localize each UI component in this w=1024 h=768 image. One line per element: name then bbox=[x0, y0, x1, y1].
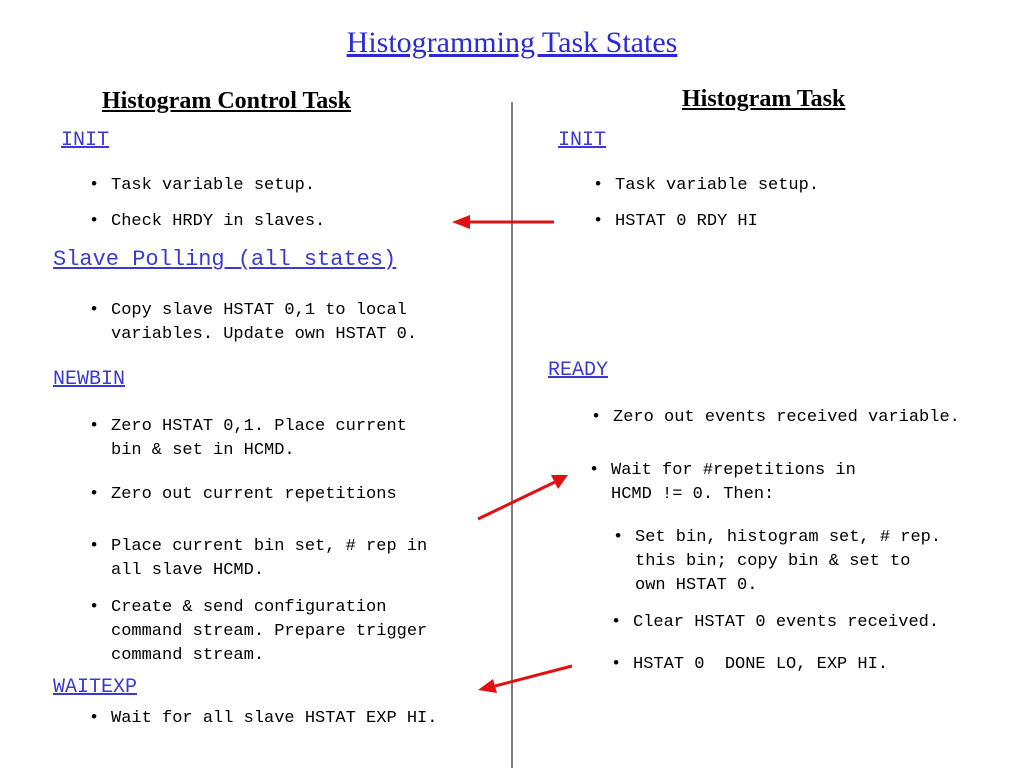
bullet-dot: • bbox=[89, 212, 100, 231]
bullet-dot: • bbox=[89, 537, 100, 556]
bullet-dot: • bbox=[89, 709, 100, 728]
bullet-dot: • bbox=[89, 598, 100, 617]
sub-bullet-right-ready-1: • Set bin, histogram set, # rep. this bin; copy bin & set to own HSTAT 0. bbox=[613, 528, 942, 595]
bullet-dot: • bbox=[89, 417, 100, 436]
bullet-dot: • bbox=[89, 301, 100, 320]
bullet-left-init-1: • Task variable setup. bbox=[111, 174, 315, 198]
sub-bullet-right-ready-3: • HSTAT 0 DONE LO, EXP HI. bbox=[633, 653, 888, 677]
state-label-slave-polling: Slave Polling (all states) bbox=[53, 247, 397, 272]
bullet-left-newbin-4: • Create & send configuration command stream. Prepare trigger command stream. bbox=[89, 598, 428, 665]
bullet-left-waitexp-1: • Wait for all slave HSTAT EXP HI. bbox=[111, 707, 437, 731]
page-title: Histogramming Task States bbox=[346, 26, 678, 59]
bullet-left-newbin-2: • Zero out current repetitions bbox=[111, 483, 397, 507]
state-label-newbin: NEWBIN bbox=[53, 368, 126, 391]
bullet-dot: • bbox=[611, 613, 622, 632]
bullet-left-init-2: • Check HRDY in slaves. bbox=[111, 210, 325, 234]
bullet-dot: • bbox=[593, 212, 604, 231]
bullet-dot: • bbox=[589, 461, 600, 480]
right-column-heading: Histogram Task bbox=[682, 86, 846, 112]
sub-bullet-right-ready-2: • Clear HSTAT 0 events received. bbox=[633, 611, 939, 635]
state-label-init-left: INIT bbox=[61, 129, 110, 152]
state-label-waitexp: WAITEXP bbox=[53, 676, 138, 699]
arrow-exp-hi-to-waitexp bbox=[495, 666, 572, 686]
bullet-right-init-2: • HSTAT 0 RDY HI bbox=[615, 210, 758, 234]
arrow-head-left-1 bbox=[452, 215, 470, 229]
state-label-ready: READY bbox=[548, 359, 609, 382]
bullet-dot: • bbox=[593, 176, 604, 195]
bullet-right-ready-1: • Zero out events received variable. bbox=[613, 406, 960, 430]
bullet-right-ready-2: • Wait for #repetitions in HCMD != 0. Then: bbox=[589, 461, 856, 504]
bullet-dot: • bbox=[613, 528, 624, 547]
arrow-head-left-2 bbox=[478, 679, 497, 693]
bullet-dot: • bbox=[89, 176, 100, 195]
bullet-left-newbin-3: • Place current bin set, # rep in all slave HCMD. bbox=[89, 537, 428, 580]
bullet-right-init-1: • Task variable setup. bbox=[615, 174, 819, 198]
bullet-left-newbin-1: • Zero HSTAT 0,1. Place current bin & set in HCMD. bbox=[89, 417, 407, 460]
state-label-init-right: INIT bbox=[558, 129, 607, 152]
bullet-dot: • bbox=[89, 485, 100, 504]
arrow-hcmd-to-ready bbox=[478, 482, 555, 519]
bullet-dot: • bbox=[611, 655, 622, 674]
left-column-heading: Histogram Control Task bbox=[102, 88, 351, 114]
bullet-left-polling-1: • Copy slave HSTAT 0,1 to local variables. Update own HSTAT 0. bbox=[89, 301, 418, 344]
bullet-dot: • bbox=[591, 408, 602, 427]
